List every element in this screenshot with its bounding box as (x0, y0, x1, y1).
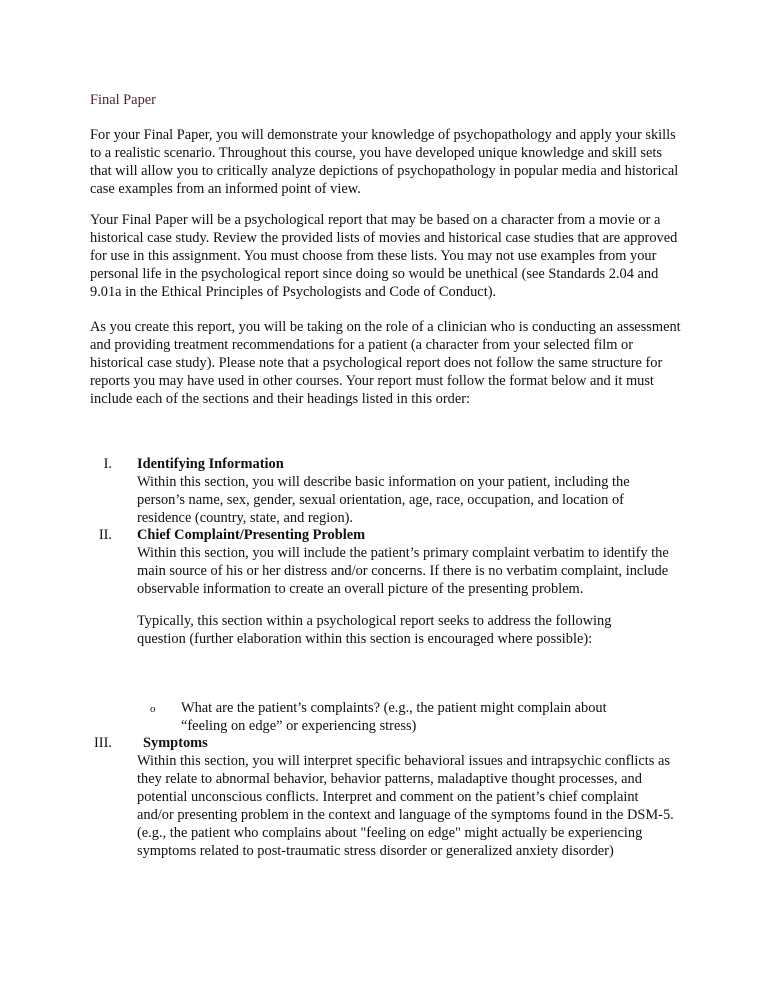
section-2-title: Chief Complaint/Presenting Problem (137, 527, 366, 543)
section-1-numeral: I. (103, 456, 112, 472)
intro-paragraph: For your Final Paper, you will demonstrate your knowledge of psychopathology and apply your skills to a realistic scenario. Throughout this course, you have developed unique knowledge and skill sets that will allow you to critically analyze depictions of psychopathology in popular media and historical case examples from an informed point of view. (90, 127, 679, 198)
section-2-body: Within this section, you will include the patient’s primary complaint verbatim to identify the main source of his or her distress and/or concerns. If there is no verbatim complaint, include observable information to create an overall picture of the presenting problem. (137, 545, 669, 598)
report-description-paragraph: Your Final Paper will be a psychological report that may be based on a character from a movie or a historical case study. Review the provided lists of movies and historical case studies that are approved for use in this assignment. You must choose from these lists. You may not use examples from your personal life in the psychological report since doing so would be unethical (see Standards 2.04 and 9.01a in the Ethical Principles of Psychologists and Code of Conduct). (90, 212, 678, 301)
page-title: Final Paper (90, 92, 156, 108)
bullet-item: What are the patient’s complaints? (e.g., the patient might complain about “feeling on edge” or experiencing stress) (181, 700, 607, 735)
section-2-question-intro: Typically, this section within a psychological report seeks to address the following question (further elaboration within this section is encouraged where possible): (137, 613, 612, 648)
section-1-title: Identifying Information (137, 456, 284, 472)
section-2-numeral: II. (98, 527, 112, 543)
section-1-body: Within this section, you will describe basic information on your patient, including the person’s name, sex, gender, sexual orientation, age, race, occupation, and location of residence (country, state, and region). (137, 474, 630, 527)
section-3-title: Symptoms (143, 735, 208, 751)
bullet-marker: o (150, 703, 156, 715)
section-3-numeral: III. (94, 735, 112, 751)
role-description-paragraph: As you create this report, you will be taking on the role of a clinician who is conducting an assessment and providing treatment recommendations for a patient (a character from your selected film or historical case study). Please note that a psychological report does not follow the same structure for reports you may have used in other courses. Your report must follow the format below and it must include each of the sections and their headings listed in this order: (90, 319, 681, 408)
section-3-body: Within this section, you will interpret specific behavioral issues and intrapsychic conflicts as they relate to abnormal behavior, behavior patterns, maladaptive thought processes, and potential unconscious conflicts. Interpret and comment on the patient’s chief complaint and/or presenting problem in the context and language of the symptoms found in the DSM-5. (e.g., the patient who complains about "feeling on edge" might actually be experiencing symptoms related to post-traumatic stress disorder or generalized anxiety disorder) (137, 753, 674, 860)
